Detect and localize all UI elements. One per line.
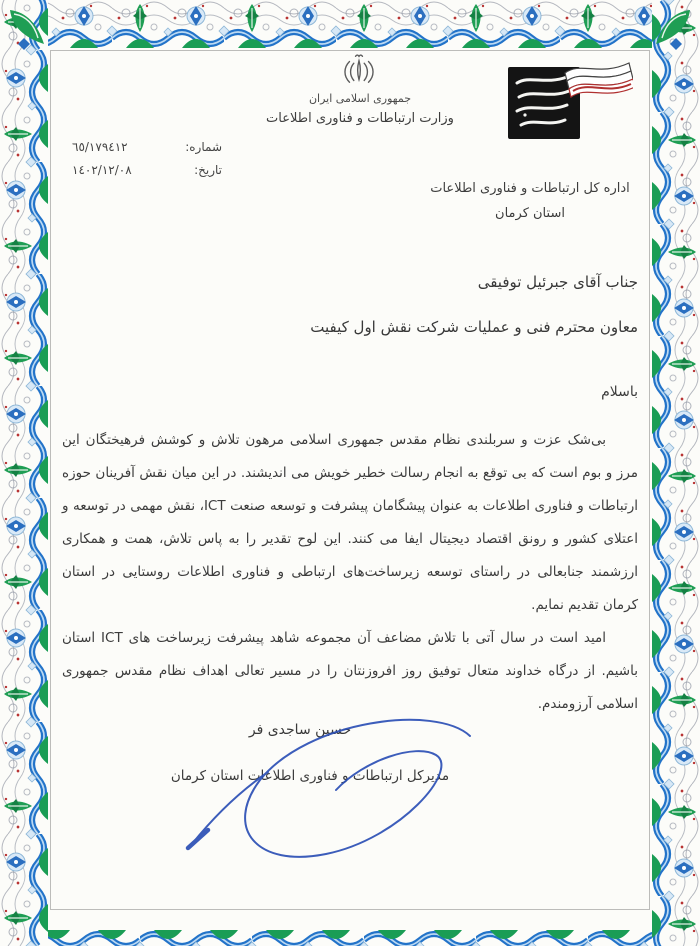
- iran-emblem-icon: [340, 52, 378, 90]
- country-caption: جمهوری اسلامی ایران: [308, 92, 412, 105]
- recipient-name: جناب آقای جبرئیل توفیقی: [477, 273, 638, 291]
- corner-fleur-icon: [4, 4, 64, 64]
- signatory-title: مدیرکل ارتباطات و فناوری اطلاعات استان کرمان: [170, 768, 450, 784]
- reference-date-row: [72, 163, 222, 177]
- recipient-title: معاون محترم فنی و عملیات شرکت نقش اول کیفیت: [310, 318, 638, 336]
- date-value: ١٤٠٢/١٢/٠٨: [72, 163, 132, 177]
- reference-block: [72, 140, 222, 186]
- ornamental-border-top: [0, 0, 700, 48]
- number-label: شماره:: [185, 140, 222, 154]
- salutation: باسلام: [601, 384, 638, 400]
- office-line2: استان کرمان: [495, 206, 565, 221]
- ict-ministry-logo: [505, 55, 633, 141]
- corner-fleur-icon: [636, 4, 696, 64]
- letter-body: [62, 424, 638, 721]
- office-line1: اداره کل ارتباطات و فناوری اطلاعات: [430, 181, 630, 196]
- ornamental-border-left: [0, 0, 48, 946]
- body-paragraph-1: بی‌شک عزت و سربلندی نظام مقدس جمهوری اسلامی مرهون تلاش و کوشش فرهیختگان این مرز و بوم است که بی توقع به انجام رسالت خطیر خویش می اندیشند. در این میان نقش آفرینان حوزه ارتباطات و فناوری اطلاعات به عنوان پیشگامان پیشرفت و توسعه صنعت ICT، نقش مهمی در توسعه و اعتلای کشور و رونق اقتصاد دیجیتال ایفا می کنند. این لوح تقدیر را به پاس تلاش، همت و همکاری ارزشمند جنابعالی در راستای توسعه زیرساخت‌های ارتباطی و فناوری اطلاعات روستایی در استان کرمان تقدیم نمایم.: [62, 432, 639, 613]
- office-name: [412, 176, 648, 226]
- date-label: تاریخ:: [194, 163, 222, 177]
- ministry-name: وزارت ارتباطات و فناوری اطلاعات: [266, 111, 454, 126]
- signatory-name: حسین ساجدی فر: [248, 722, 352, 738]
- ornamental-border-right: [652, 0, 700, 946]
- ornamental-border-bottom: [0, 930, 700, 946]
- body-paragraph-2: امید است در سال آتی با تلاش مضاعف آن مجموعه شاهد پیشرفت زیرساخت های ICT استان باشیم. از درگاه خداوند متعال توفیق روز افروزنتان را در مسیر تعالی اهداف نظام مقدس جمهوری اسلامی آرزومندم.: [62, 630, 638, 712]
- reference-number-row: [72, 140, 222, 154]
- number-value: ٦٥/١٧٩٤١٢: [72, 140, 128, 154]
